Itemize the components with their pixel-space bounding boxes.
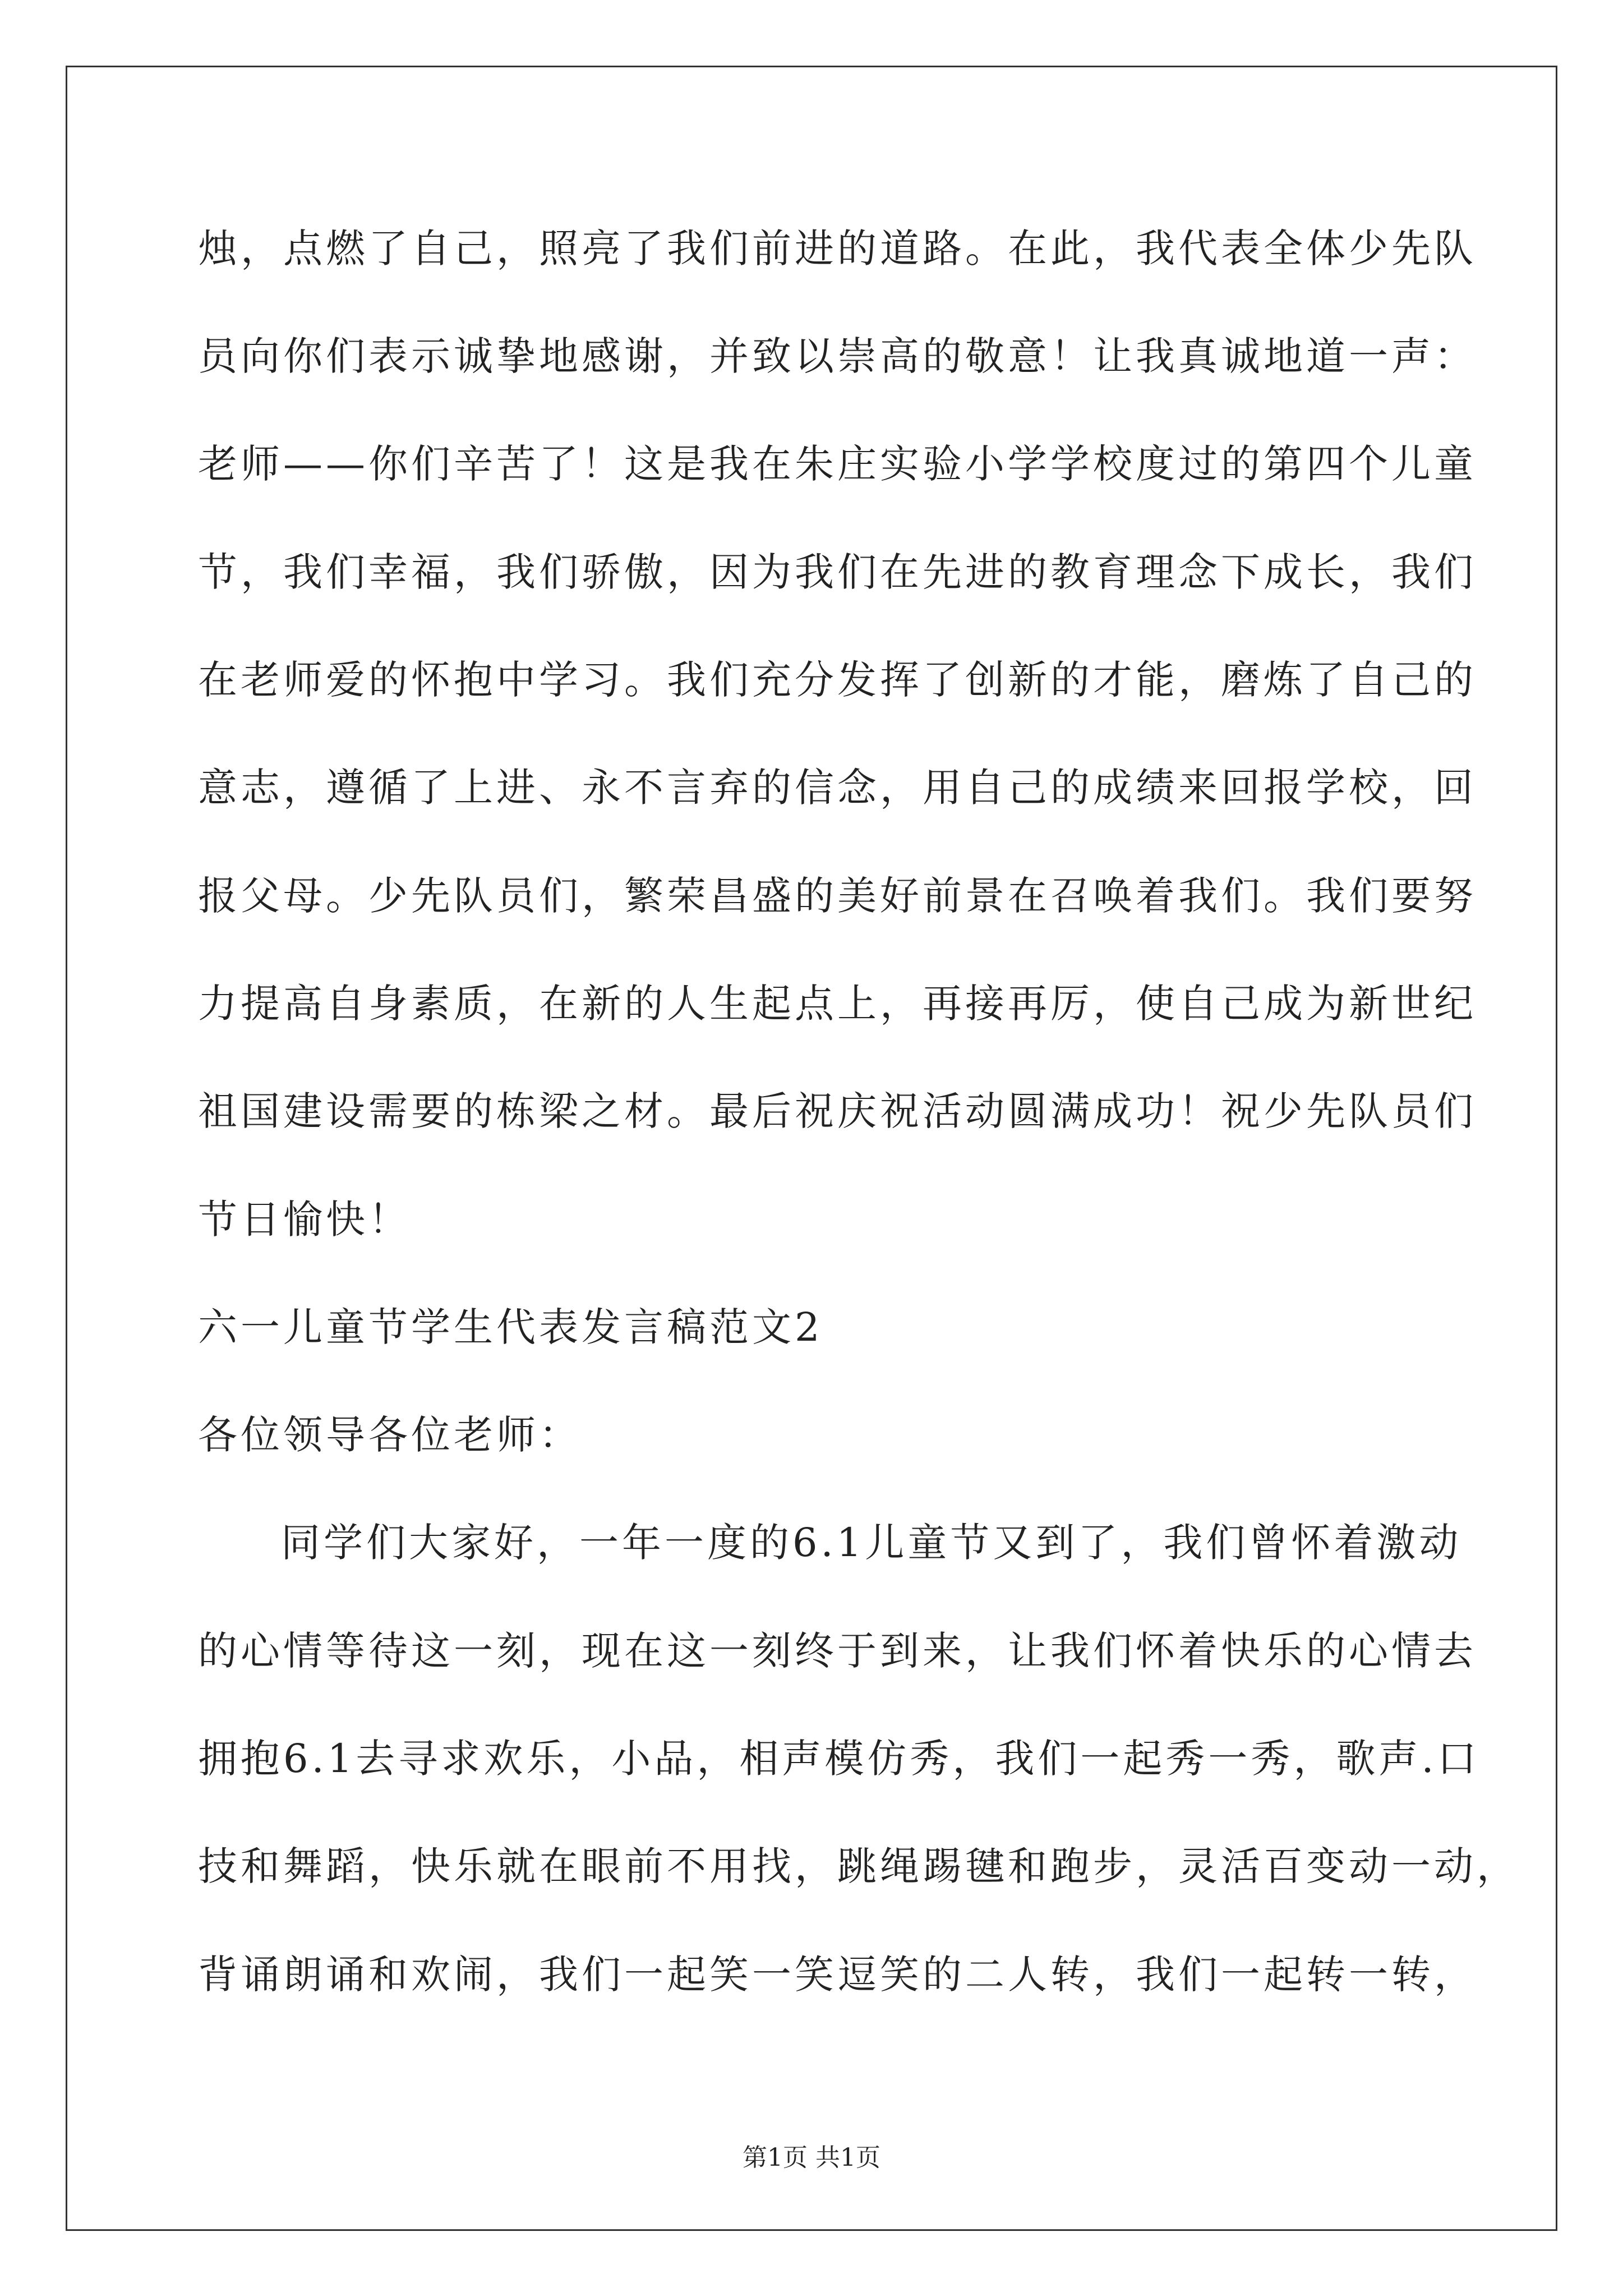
paragraph-line: 拥抱6.1去寻求欢乐，小品，相声模仿秀，我们一起秀一秀，歌声.口 <box>198 1736 1480 1782</box>
paragraph-line: 在老师爱的怀抱中学习。我们充分发挥了创新的才能，磨炼了自己的 <box>198 657 1477 703</box>
paragraph-line: 节日愉快！ <box>198 1197 411 1243</box>
paragraph-line: 报父母。少先队员们，繁荣昌盛的美好前景在召唤着我们。我们要努 <box>198 873 1477 919</box>
paragraph-line: 的心情等待这一刻，现在这一刻终于到来，让我们怀着快乐的心情去 <box>198 1628 1477 1674</box>
paragraph-line: 背诵朗诵和欢闹，我们一起笑一笑逗笑的二人转，我们一起转一转， <box>198 1952 1477 1998</box>
paragraph-line: 意志，遵循了上进、永不言弃的信念，用自己的成绩来回报学校，回 <box>198 765 1477 811</box>
page-border <box>66 66 1557 2231</box>
page-number: 第1页 共1页 <box>743 2143 880 2172</box>
paragraph-line: 老师——你们辛苦了！这是我在朱庄实验小学学校度过的第四个儿童 <box>198 441 1477 487</box>
paragraph-line: 员向你们表示诚挚地感谢，并致以崇高的敬意！让我真诚地道一声： <box>198 333 1477 379</box>
paragraph-line: 祖国建设需要的栋梁之材。最后祝庆祝活动圆满成功！祝少先队员们 <box>198 1088 1477 1134</box>
section-title: 六一儿童节学生代表发言稿范文2 <box>198 1304 823 1350</box>
paragraph-line: 烛，点燃了自己，照亮了我们前进的道路。在此，我代表全体少先队 <box>198 226 1477 272</box>
paragraph-line: 技和舞蹈，快乐就在眼前不用找，跳绳踢毽和跑步，灵活百变动一动， <box>198 1843 1519 1889</box>
paragraph-line: 节，我们幸福，我们骄傲，因为我们在先进的教育理念下成长，我们 <box>198 549 1477 595</box>
paragraph-line: 同学们大家好，一年一度的6.1儿童节又到了，我们曾怀着激动 <box>281 1520 1462 1566</box>
salutation: 各位领导各位老师： <box>198 1412 582 1458</box>
paragraph-line: 力提高自身素质，在新的人生起点上，再接再厉，使自己成为新世纪 <box>198 981 1477 1027</box>
